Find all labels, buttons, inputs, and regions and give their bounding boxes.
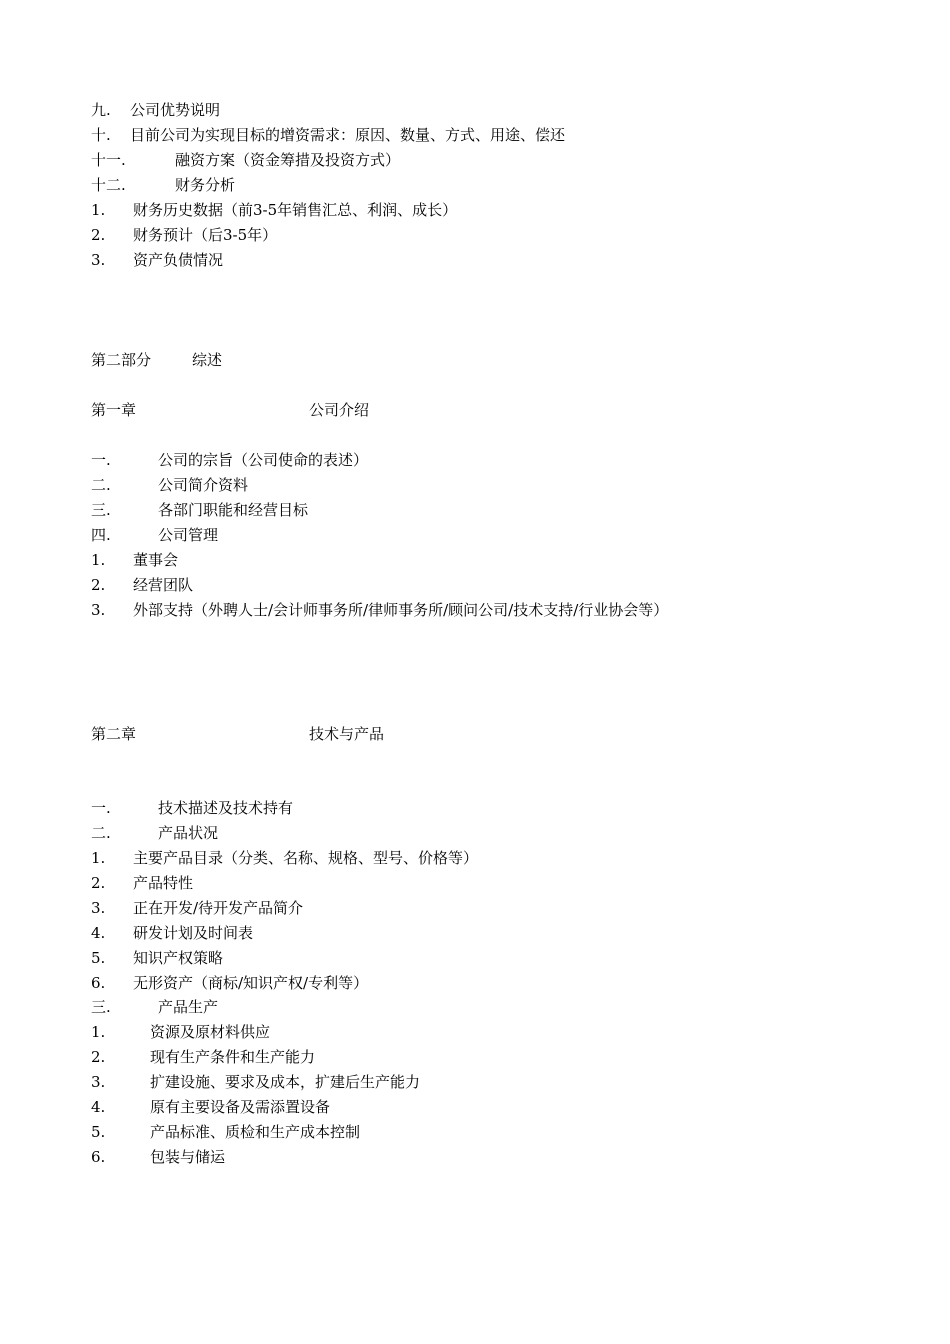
- item-text: 原有主要设备及需添置设备: [150, 1098, 331, 1116]
- chapter-label: 第一章: [91, 401, 137, 419]
- item-number: 一.: [91, 451, 111, 469]
- item-text: 主要产品目录（分类、名称、规格、型号、价格等）: [133, 849, 479, 867]
- chapter-label: 第二章: [91, 725, 137, 743]
- item-text: 公司优势说明: [130, 101, 221, 119]
- item-number: 1.: [91, 849, 106, 867]
- item-number: 1.: [91, 1023, 106, 1041]
- item-number: 一.: [91, 799, 111, 817]
- item-text: 各部门职能和经营目标: [158, 501, 309, 519]
- item-text: 包装与储运: [150, 1148, 226, 1166]
- item-text: 研发计划及时间表: [133, 924, 254, 942]
- item-number: 5.: [91, 1123, 106, 1141]
- item-text: 财务历史数据（前3-5年销售汇总、利润、成长）: [133, 201, 458, 219]
- item-number: 三.: [91, 501, 111, 519]
- item-text: 外部支持（外聘人士/会计师事务所/律师事务所/顾问公司/技术支持/行业协会等）: [133, 601, 669, 619]
- item-number: 2.: [91, 576, 106, 594]
- item-text: 产品状况: [158, 824, 219, 842]
- item-number: 6.: [91, 974, 106, 992]
- item-text: 资产负债情况: [133, 251, 224, 269]
- item-text: 董事会: [133, 551, 179, 569]
- item-number: 十二.: [91, 176, 126, 194]
- item-number: 二.: [91, 824, 111, 842]
- item-text: 知识产权策略: [133, 949, 224, 967]
- item-text: 公司管理: [158, 526, 219, 544]
- item-number: 2.: [91, 1048, 106, 1066]
- item-text: 产品生产: [158, 998, 219, 1016]
- item-number: 3.: [91, 251, 106, 269]
- part-label: 第二部分: [91, 351, 152, 369]
- item-number: 1.: [91, 551, 106, 569]
- item-text: 产品特性: [133, 874, 194, 892]
- item-number: 十.: [91, 126, 111, 144]
- item-text: 技术描述及技术持有: [158, 799, 294, 817]
- item-text: 扩建设施、要求及成本，扩建后生产能力: [150, 1073, 421, 1091]
- item-number: 四.: [91, 526, 111, 544]
- chapter-title: 技术与产品: [309, 725, 385, 743]
- item-text: 财务分析: [175, 176, 236, 194]
- item-text: 融资方案（资金筹措及投资方式）: [175, 151, 401, 169]
- item-text: 产品标准、质检和生产成本控制: [150, 1123, 361, 1141]
- item-number: 九.: [91, 101, 111, 119]
- item-text: 公司的宗旨（公司使命的表述）: [158, 451, 369, 469]
- item-number: 4.: [91, 1098, 106, 1116]
- item-number: 2.: [91, 874, 106, 892]
- item-number: 5.: [91, 949, 106, 967]
- item-number: 二.: [91, 476, 111, 494]
- item-text: 目前公司为实现目标的增资需求：原因、数量、方式、用途、偿还: [130, 126, 566, 144]
- item-text: 无形资产（商标/知识产权/专利等）: [133, 974, 369, 992]
- item-text: 公司简介资料: [158, 476, 249, 494]
- item-text: 正在开发/待开发产品简介: [133, 899, 304, 917]
- item-text: 资源及原材料供应: [150, 1023, 271, 1041]
- item-number: 三.: [91, 998, 111, 1016]
- item-text: 现有生产条件和生产能力: [150, 1048, 316, 1066]
- item-text: 财务预计（后3-5年）: [133, 226, 278, 244]
- item-number: 2.: [91, 226, 106, 244]
- item-number: 3.: [91, 1073, 106, 1091]
- item-number: 1.: [91, 201, 106, 219]
- item-number: 十一.: [91, 151, 126, 169]
- item-number: 3.: [91, 899, 106, 917]
- item-text: 经营团队: [133, 576, 194, 594]
- part-title: 综述: [192, 351, 223, 369]
- item-number: 4.: [91, 924, 106, 942]
- item-number: 3.: [91, 601, 106, 619]
- chapter-title: 公司介绍: [309, 401, 370, 419]
- item-number: 6.: [91, 1148, 106, 1166]
